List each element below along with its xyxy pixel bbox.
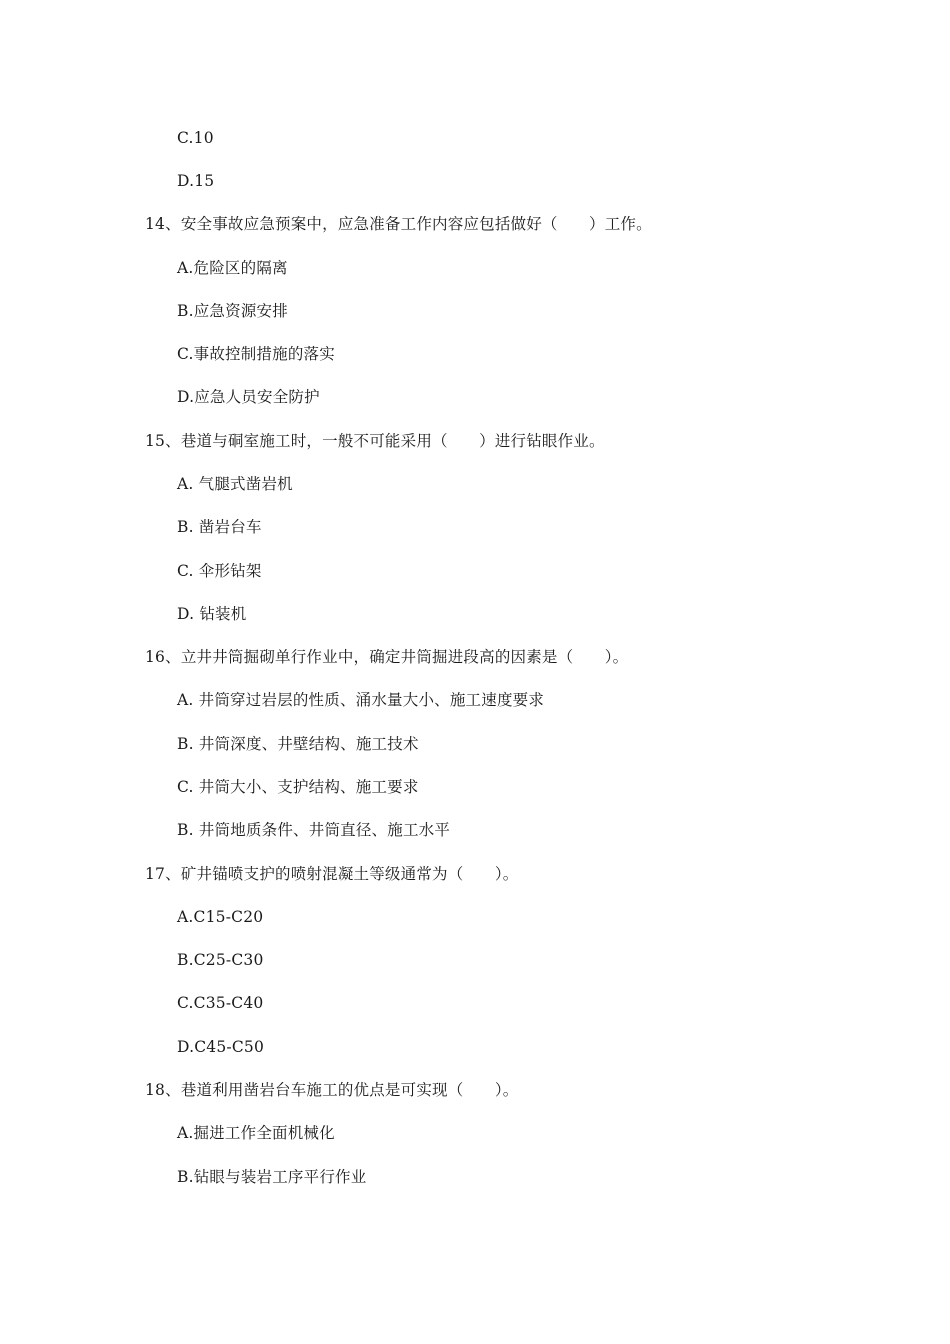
question-line: 15、巷道与硐室施工时，一般不可能采用（ ）进行钻眼作业。	[145, 432, 605, 450]
option-line: B. 井筒深度、井壁结构、施工技术	[177, 735, 419, 753]
option-line: D.C45-C50	[177, 1038, 265, 1056]
question-line: 18、巷道利用凿岩台车施工的优点是可实现（ ）。	[145, 1081, 519, 1099]
question-line: 16、立井井筒掘砌单行作业中，确定井筒掘进段高的因素是（ ）。	[145, 648, 629, 666]
option-line: C.事故控制措施的落实	[177, 345, 335, 363]
option-line: C. 伞形钻架	[177, 562, 262, 580]
question-line: 14、安全事故应急预案中，应急准备工作内容应包括做好（ ）工作。	[145, 215, 652, 233]
option-line: C.10	[177, 129, 214, 147]
option-line: D. 钻装机	[177, 605, 247, 623]
option-line: D.应急人员安全防护	[177, 388, 320, 406]
option-line: B.钻眼与装岩工序平行作业	[177, 1168, 367, 1186]
option-line: A.掘进工作全面机械化	[177, 1124, 335, 1142]
option-line: D.15	[177, 172, 215, 190]
option-line: C.C35-C40	[177, 994, 264, 1012]
option-line: A. 井筒穿过岩层的性质、涌水量大小、施工速度要求	[177, 691, 545, 709]
question-line: 17、矿井锚喷支护的喷射混凝土等级通常为（ ）。	[145, 865, 519, 883]
option-line: B.应急资源安排	[177, 302, 288, 320]
option-line: B.C25-C30	[177, 951, 264, 969]
option-line: A.C15-C20	[177, 908, 264, 926]
option-line: B. 井筒地质条件、井筒直径、施工水平	[177, 821, 451, 839]
option-line: A.危险区的隔离	[177, 259, 288, 277]
option-line: B. 凿岩台车	[177, 518, 262, 536]
option-line: C. 井筒大小、支护结构、施工要求	[177, 778, 419, 796]
option-line: A. 气腿式凿岩机	[177, 475, 293, 493]
